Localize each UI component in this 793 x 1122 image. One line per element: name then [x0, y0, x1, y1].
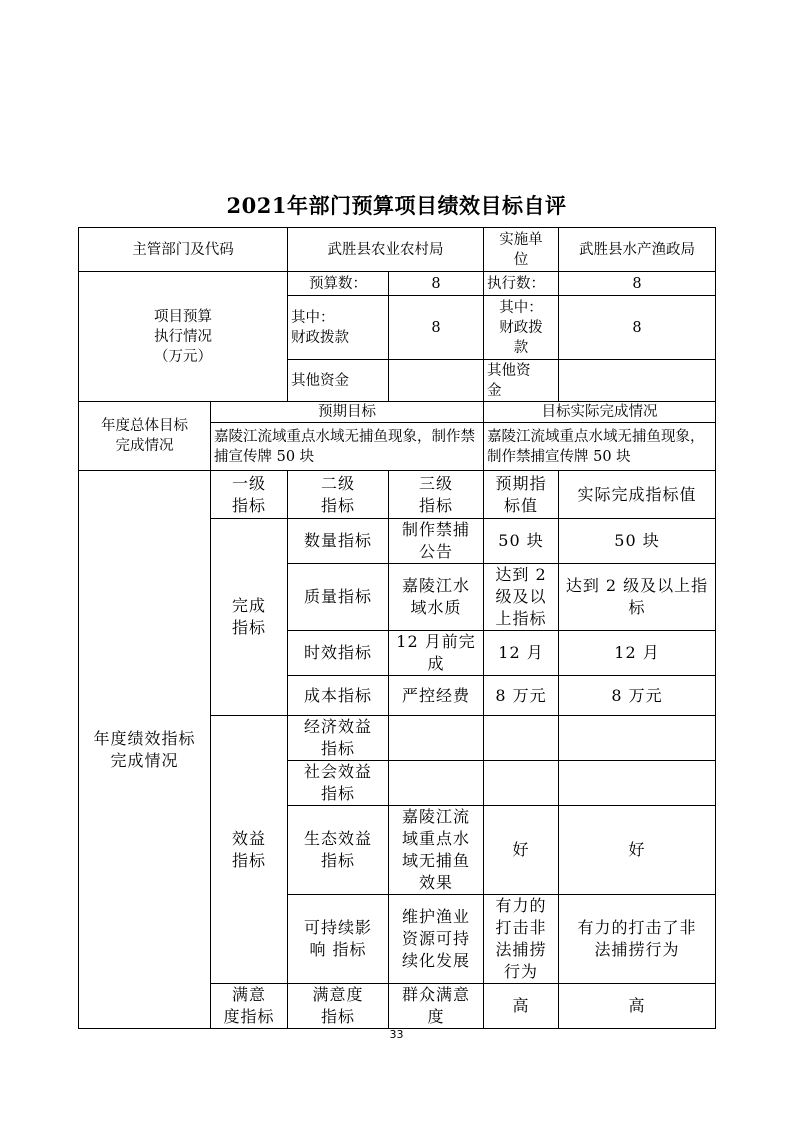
- page-title: 2021年部门预算项目绩效目标自评: [226, 193, 567, 218]
- cell-line: 打击非: [495, 918, 547, 937]
- cell-line: 执行情况: [154, 328, 212, 345]
- actual-completion-text: 嘉陵江流域重点水域无捕鱼现象，制作禁捕宣传牌 50 块: [484, 423, 716, 471]
- cell-line: 达到 2: [495, 565, 547, 584]
- fiscal-exec-value: 8: [559, 296, 716, 360]
- other-exec-label: [484, 360, 559, 402]
- cell-line: 满意度: [312, 985, 364, 1004]
- indicator-row-expected: [484, 984, 559, 1029]
- indicator-row-l2: [288, 716, 389, 761]
- indicator-row-actual: [559, 716, 716, 761]
- cell-line: 成: [427, 654, 445, 673]
- cell-line: 项目预算: [154, 308, 212, 325]
- cell-line: 有力的: [495, 896, 547, 915]
- cell-line: 年度总体目标: [101, 418, 188, 434]
- cell-line: 指标: [320, 851, 355, 870]
- cell-line: 成本指标: [303, 685, 372, 705]
- indicator-row-l3: [389, 631, 484, 676]
- dept-value-cell: 武胜县农业农村局: [288, 228, 484, 272]
- annual-target-label-cell: [79, 402, 211, 471]
- cell-line: 标: [628, 598, 646, 617]
- cell-line: 款: [513, 339, 529, 356]
- cell-line: 资源可持: [401, 929, 470, 948]
- cell-line: 12 月: [498, 643, 544, 662]
- performance-evaluation-table: [78, 227, 716, 1029]
- indicator-row-actual: [559, 895, 716, 984]
- indicator-row-actual: [559, 984, 716, 1029]
- cell-line: 实施单: [499, 231, 543, 248]
- cell-line: 一级: [231, 473, 266, 493]
- expected-value-header: [484, 471, 559, 519]
- cell-line: 位: [513, 251, 529, 268]
- indicator-row-l3: [389, 676, 484, 716]
- budget-label-cell: [79, 272, 288, 402]
- cell-line: 其中：: [291, 309, 335, 326]
- cell-line: 群众满意: [401, 985, 470, 1004]
- indicator-row-l3: [389, 806, 484, 895]
- indicator-row-actual: [559, 519, 716, 564]
- cell-line: 财政拨款: [291, 329, 349, 346]
- cell-line: 上指标: [495, 609, 547, 628]
- expected-target-header: 预期目标: [211, 402, 484, 423]
- indicator-row-actual: [559, 806, 716, 895]
- indicator-row-l2: [288, 519, 389, 564]
- cell-line: 其他资: [487, 362, 531, 379]
- cell-line: 公告: [418, 542, 453, 561]
- cell-line: 域重点水: [401, 829, 470, 848]
- indicator-row-l3: [389, 716, 484, 761]
- indicator-row-l3: [389, 519, 484, 564]
- cell-line: 年度绩效指标: [93, 728, 196, 748]
- impl-unit-label-cell: [484, 228, 559, 272]
- dept-label-cell: 主管部门及代码: [79, 228, 288, 272]
- cell-line: 预期指: [495, 473, 547, 493]
- indicator-row-expected: [484, 564, 559, 631]
- indicator-row-l2: [288, 761, 389, 806]
- cell-line: 完成: [231, 596, 266, 615]
- cell-line: 高: [512, 996, 530, 1015]
- budget-amount-value: 8: [389, 272, 484, 296]
- cell-line: 度: [427, 1007, 445, 1026]
- cell-line: 50 块: [498, 531, 544, 550]
- actual-completion-header: 目标实际完成情况: [484, 402, 716, 423]
- cell-line: 指标: [320, 1007, 355, 1026]
- cell-line: 域无捕鱼: [401, 851, 470, 870]
- cell-line: 满意: [231, 985, 266, 1004]
- cell-line: 行为: [503, 962, 538, 981]
- indicator-row-l2: [288, 984, 389, 1029]
- cell-line: 嘉陵江流: [401, 807, 470, 826]
- exec-amount-label: 执行数：: [484, 272, 559, 296]
- cell-line: 二级: [320, 473, 355, 493]
- fiscal-exec-label: [484, 296, 559, 360]
- cell-line: 数量指标: [303, 531, 372, 550]
- performance-label-cell: [79, 471, 211, 1029]
- indicator-row-expected: [484, 519, 559, 564]
- cell-line: 制作禁捕: [401, 520, 470, 539]
- cell-line: 法捕捞行为: [594, 940, 680, 959]
- cell-line: 经济效益: [303, 717, 372, 736]
- budget-amount-label: 预算数：: [288, 272, 389, 296]
- indicator-row-expected: [484, 676, 559, 716]
- indicator-row-actual: [559, 676, 716, 716]
- cell-line: 完成情况: [115, 438, 174, 454]
- cell-line: 指标: [231, 618, 266, 637]
- cell-line: 完成情况: [110, 750, 179, 770]
- actual-value-header: 实际完成指标值: [559, 471, 716, 519]
- cell-line: 金: [487, 382, 502, 399]
- cell-line: 有力的打击了非: [577, 918, 697, 937]
- cell-line: 其中：: [499, 299, 543, 316]
- benefit-indicator-group: [211, 716, 288, 984]
- indicator-row-actual: [559, 761, 716, 806]
- cell-line: 维护渔业: [401, 907, 470, 926]
- cell-line: 续化发展: [401, 951, 470, 970]
- cell-line: 指标: [231, 850, 266, 870]
- indicator-row-expected: [484, 806, 559, 895]
- indicator-row-expected: [484, 631, 559, 676]
- cell-line: 指标: [320, 739, 355, 758]
- cell-line: 生态效益: [303, 829, 372, 848]
- indicator-row-expected: [484, 716, 559, 761]
- indicator-row-l3: [389, 984, 484, 1029]
- cell-line: 效果: [418, 873, 453, 892]
- cell-line: 可持续影: [303, 918, 372, 937]
- indicator-row-l3: [389, 761, 484, 806]
- cell-line: （万元）: [154, 348, 212, 365]
- indicator-row-expected: [484, 761, 559, 806]
- cell-line: 12 月前完: [396, 632, 476, 651]
- fiscal-funding-label: [288, 296, 389, 360]
- cell-line: 高: [628, 996, 646, 1015]
- indicator-row-actual: [559, 631, 716, 676]
- indicator-row-expected: [484, 895, 559, 984]
- cell-line: 嘉陵江水: [401, 576, 470, 595]
- cell-line: 达到 2 级及以上指: [565, 576, 709, 595]
- indicator-row-l2: [288, 631, 389, 676]
- level1-header: [211, 471, 288, 519]
- indicator-row-actual: [559, 564, 716, 631]
- expected-target-text: 嘉陵江流域重点水域无捕鱼现象，制作禁捕宣传牌 50 块: [211, 423, 484, 471]
- cell-line: 标值: [503, 495, 538, 515]
- cell-line: 好: [512, 840, 530, 859]
- indicator-row-l2: [288, 895, 389, 984]
- impl-unit-value-cell: 武胜县水产渔政局: [559, 228, 716, 272]
- page-number: 33: [389, 1028, 404, 1041]
- cell-line: 响 指标: [309, 940, 367, 959]
- other-funds-value: [389, 360, 484, 402]
- cell-line: 指标: [231, 495, 266, 515]
- satisfaction-indicator-group: [211, 984, 288, 1029]
- cell-line: 质量指标: [303, 587, 372, 606]
- indicator-row-l2: [288, 564, 389, 631]
- cell-line: 域水质: [410, 598, 462, 617]
- cell-line: 级及以: [495, 587, 547, 606]
- indicator-row-l2: [288, 806, 389, 895]
- cell-line: 社会效益: [303, 762, 372, 781]
- fiscal-funding-value: 8: [389, 296, 484, 360]
- other-funds-label: 其他资金: [288, 360, 389, 402]
- cell-line: 指标: [320, 784, 355, 803]
- cell-line: 好: [628, 840, 646, 859]
- cell-line: 12 月: [614, 643, 660, 662]
- cell-line: 三级: [418, 473, 453, 493]
- completion-indicator-group: [211, 519, 288, 716]
- indicator-row-l2: [288, 676, 389, 716]
- cell-line: 50 块: [614, 531, 660, 550]
- exec-amount-value: 8: [559, 272, 716, 296]
- cell-line: 效益: [231, 828, 266, 848]
- cell-line: 时效指标: [303, 643, 372, 662]
- indicator-row-l3: [389, 895, 484, 984]
- level2-header: [288, 471, 389, 519]
- cell-line: 8 万元: [611, 685, 663, 705]
- cell-line: 8 万元: [495, 685, 547, 705]
- cell-line: 严控经费: [401, 685, 470, 705]
- other-exec-value: [559, 360, 716, 402]
- cell-line: 指标: [320, 495, 355, 515]
- cell-line: 法捕捞: [495, 940, 547, 959]
- indicator-row-l3: [389, 564, 484, 631]
- cell-line: 财政拨: [499, 319, 543, 336]
- cell-line: 度指标: [223, 1007, 275, 1026]
- level3-header: [389, 471, 484, 519]
- cell-line: 指标: [418, 495, 453, 515]
